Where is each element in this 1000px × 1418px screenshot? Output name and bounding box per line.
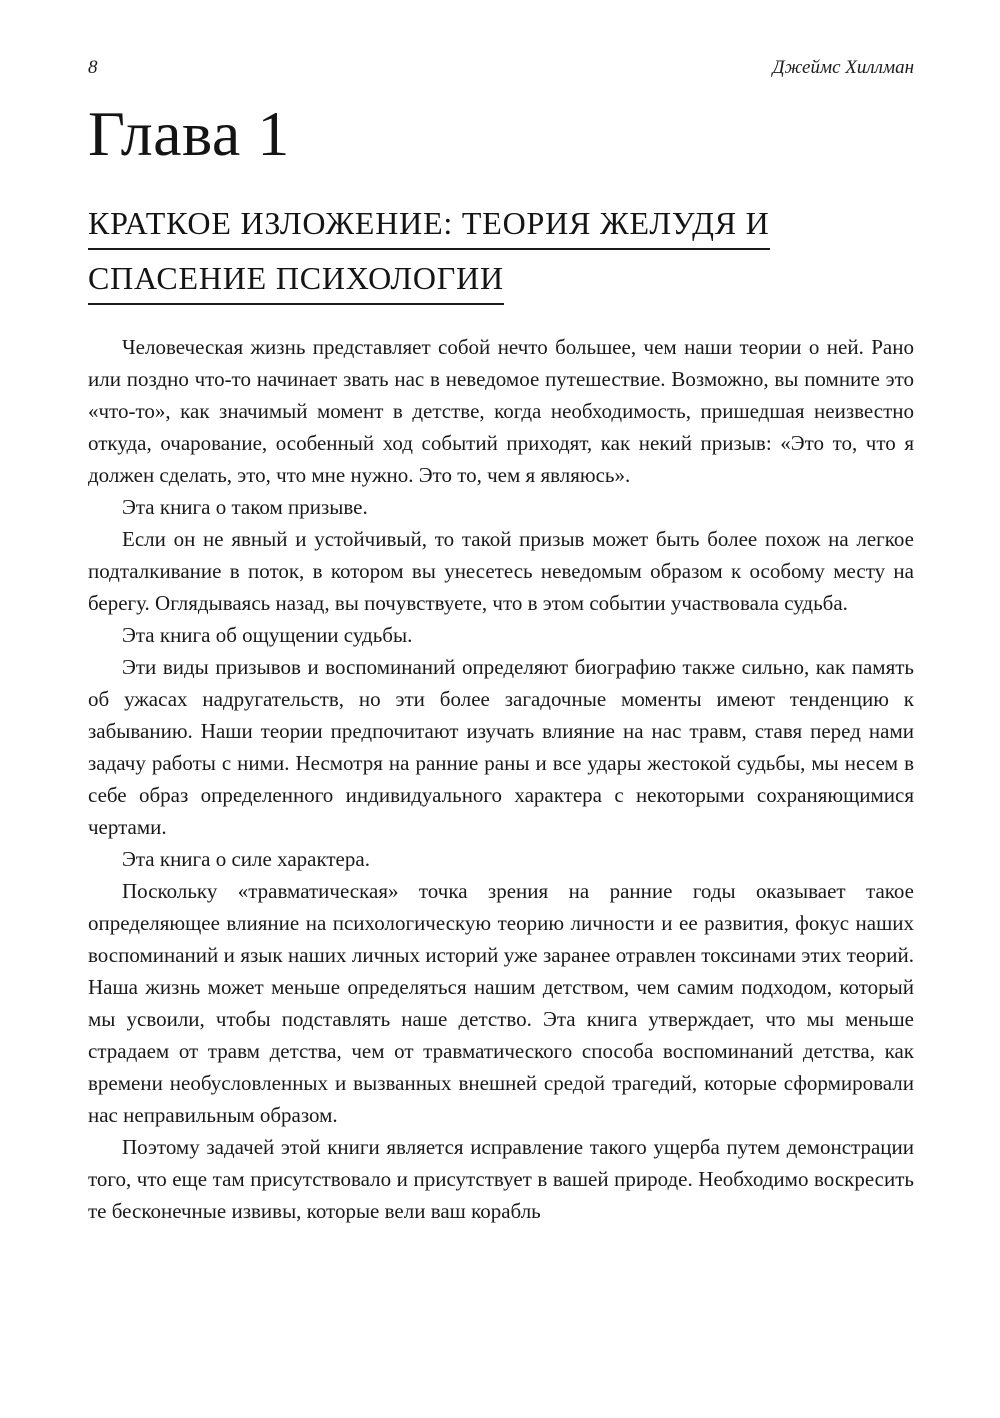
paragraph: Человеческая жизнь представляет собой нечто большее, чем наши теории о ней. Рано или поздно что-то начинает звать нас в неведомое путешествие. Возможно, вы помните это «что-то», как значимый момент в детстве, когда необходимость, пришедшая неизвестно откуда, очарование, особенный ход событий приходят, как некий призыв: «Это то, что я должен сделать, это, что мне нужно. Это то, чем я являюсь». — [88, 335, 914, 487]
chapter-title: Глава 1 — [88, 98, 290, 169]
paragraph: Эти виды призывов и воспоминаний определяют биографию также сильно, как память об ужасах надругательств, но эти более загадочные моменты имеют тенденцию к забыванию. Наши теории предпочитают изучать влияние на нас травм, ставя перед нами задачу работы с ними. Несмотря на ранние раны и все удары жестокой судьбы, мы несем в себе образ определенного индивидуального характера с некоторыми сохраняющимися чертами. — [88, 655, 914, 839]
paragraph: Поскольку «травматическая» точка зрения на ранние годы оказывает такое определяющее влияние на психологическую теорию личности и ее развития, фокус наших воспоминаний и язык наших личных историй уже заранее отравлен токсинами этих теорий. Наша жизнь может меньше определяться нашим детством, чем самим подходом, который мы усвоили, чтобы подставлять наше детство. Эта книга утверждает, что мы меньше страдаем от травм детства, чем от травматического способа воспоминаний детства, как времени необусловленных и вызванных внешней средой трагедий, которые сформировали нас неправильным образом. — [88, 879, 914, 1127]
running-header-author: Джеймс Хиллман — [772, 57, 914, 78]
page-header — [88, 56, 914, 80]
paragraph: Эта книга о таком призыве. — [122, 495, 368, 519]
section-heading-line-2: СПАСЕНИЕ ПСИХОЛОГИИ — [88, 259, 504, 305]
paragraph: Если он не явный и устойчивый, то такой призыв может быть более похож на легкое подталкивание в поток, в котором вы унесетесь неведомым образом к особому месту на берегу. Оглядываясь назад, вы почувствуете, что в этом событии участвовала судьба. — [88, 527, 914, 615]
paragraph: Поэтому задачей этой книги является исправление такого ущерба путем демонстрации того, что еще там присутствовало и присутствует в вашей природе. Необходимо воскресить те бесконечные извивы, которые вели ваш корабль — [88, 1135, 914, 1223]
paragraph: Эта книга об ощущении судьбы. — [122, 623, 413, 647]
section-heading — [88, 204, 914, 305]
paragraph: Эта книга о силе характера. — [122, 847, 370, 871]
section-heading-line-1: КРАТКОЕ ИЗЛОЖЕНИЕ: ТЕОРИЯ ЖЕЛУДЯ И — [88, 204, 770, 250]
page-number: 8 — [88, 57, 98, 78]
body-text — [88, 331, 914, 1227]
